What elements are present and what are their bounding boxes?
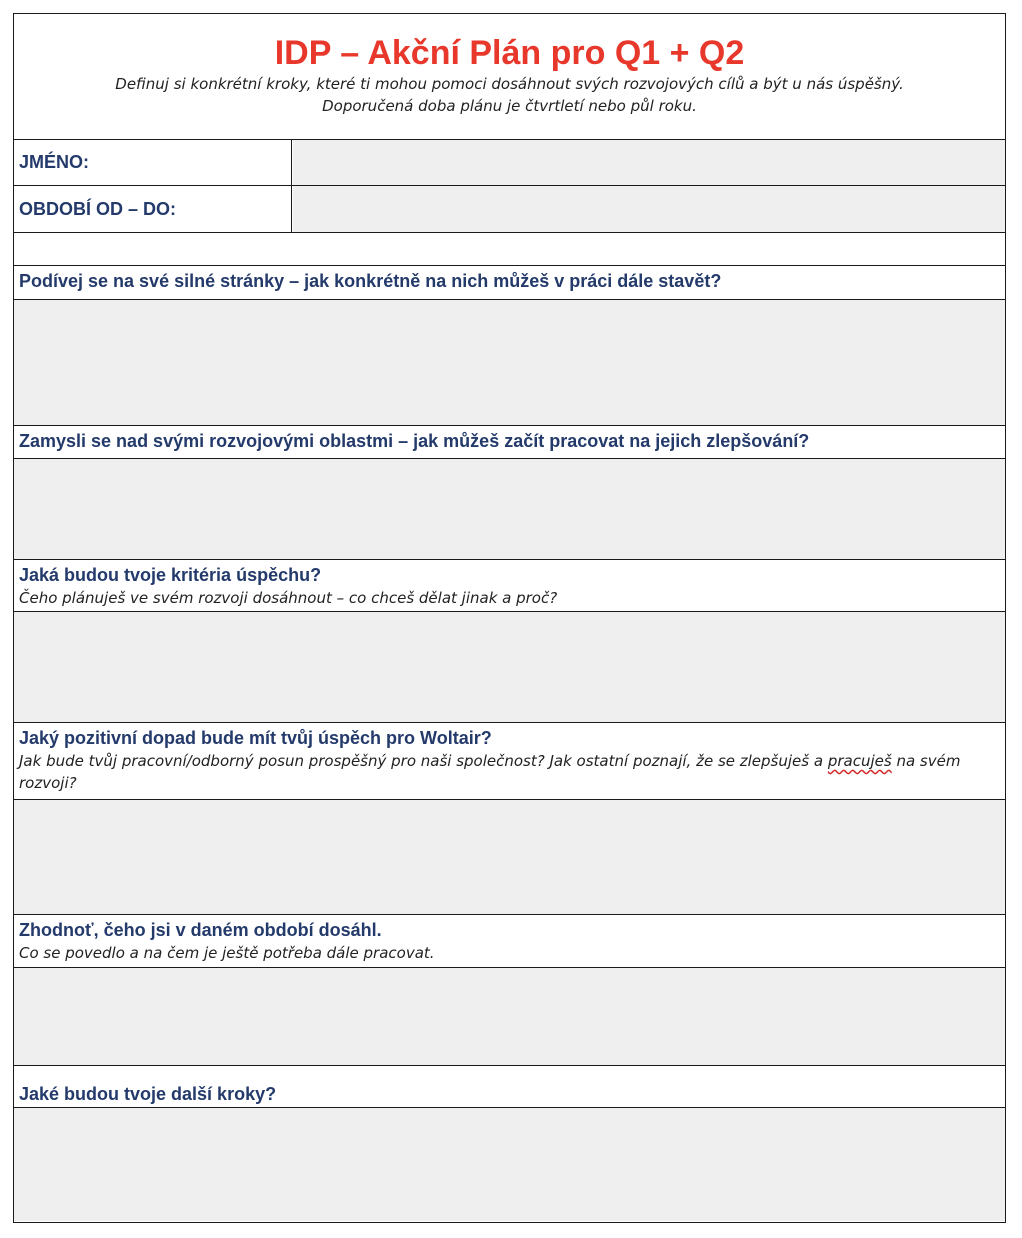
section-criteria-subtitle: Čeho plánuješ ve svém rozvoji dosáhnout – co chceš dělat jinak a proč? xyxy=(19,589,558,607)
section-criteria-answer[interactable] xyxy=(14,611,1005,722)
section-next-steps-header xyxy=(14,1065,1005,1107)
section-next-steps-title: Jaké budou tvoje další kroky? xyxy=(19,1084,277,1104)
section-development-title: Zamysli se nad svými rozvojovými oblastmi – jak můžeš začít pracovat na jejich zlepšování? xyxy=(19,431,810,451)
section-impact-title: Jaký pozitivní dopad bude mít tvůj úspěch pro Woltair? xyxy=(19,728,492,748)
idp-form xyxy=(13,13,1006,1223)
section-review-subtitle: Co se povedlo a na čem je ještě potřeba dále pracovat. xyxy=(19,944,435,962)
section-impact-subtitle: Jak bude tvůj pracovní/odborný posun prospěšný pro naši společnost? Jak ostatní poznají, že se zlepšuješ a pracuješ na svém rozvoji? xyxy=(19,752,961,792)
section-criteria-header xyxy=(14,559,1005,611)
section-strengths-title: Podívej se na své silné stránky – jak konkrétně na nich můžeš v práci dále stavět? xyxy=(19,271,722,291)
section-review-title: Zhodnoť, čeho jsi v daném období dosáhl. xyxy=(19,920,382,940)
section-development-header xyxy=(14,425,1005,458)
period-label: OBDOBÍ OD – DO: xyxy=(14,186,292,232)
page-subtitle-line1: Definuj si konkrétní kroky, které ti mohou pomoci dosáhnout svých rozvojových cílů a být u nás úspěšný. xyxy=(115,75,904,93)
section-review-header xyxy=(14,914,1005,967)
section-impact-answer[interactable] xyxy=(14,799,1005,914)
name-label: JMÉNO: xyxy=(14,140,292,185)
period-field[interactable] xyxy=(293,186,1005,232)
spacer-row xyxy=(14,232,1005,265)
section-strengths-answer[interactable] xyxy=(14,299,1005,425)
section-review-answer[interactable] xyxy=(14,967,1005,1065)
name-field[interactable] xyxy=(293,140,1005,185)
section-development-answer[interactable] xyxy=(14,458,1005,559)
section-criteria-title: Jaká budou tvoje kritéria úspěchu? xyxy=(19,565,322,585)
section-next-steps-answer[interactable] xyxy=(14,1107,1005,1221)
page-subtitle-line2: Doporučená doba plánu je čtvrtletí nebo půl roku. xyxy=(322,97,697,115)
form-header xyxy=(14,14,1005,139)
name-row xyxy=(14,139,1005,185)
section-impact-header xyxy=(14,722,1005,799)
page-title: IDP – Akční Plán pro Q1 + Q2 xyxy=(274,34,745,72)
misspelled-word: pracuješ xyxy=(827,752,892,770)
section-strengths-header xyxy=(14,265,1005,299)
period-row xyxy=(14,185,1005,232)
